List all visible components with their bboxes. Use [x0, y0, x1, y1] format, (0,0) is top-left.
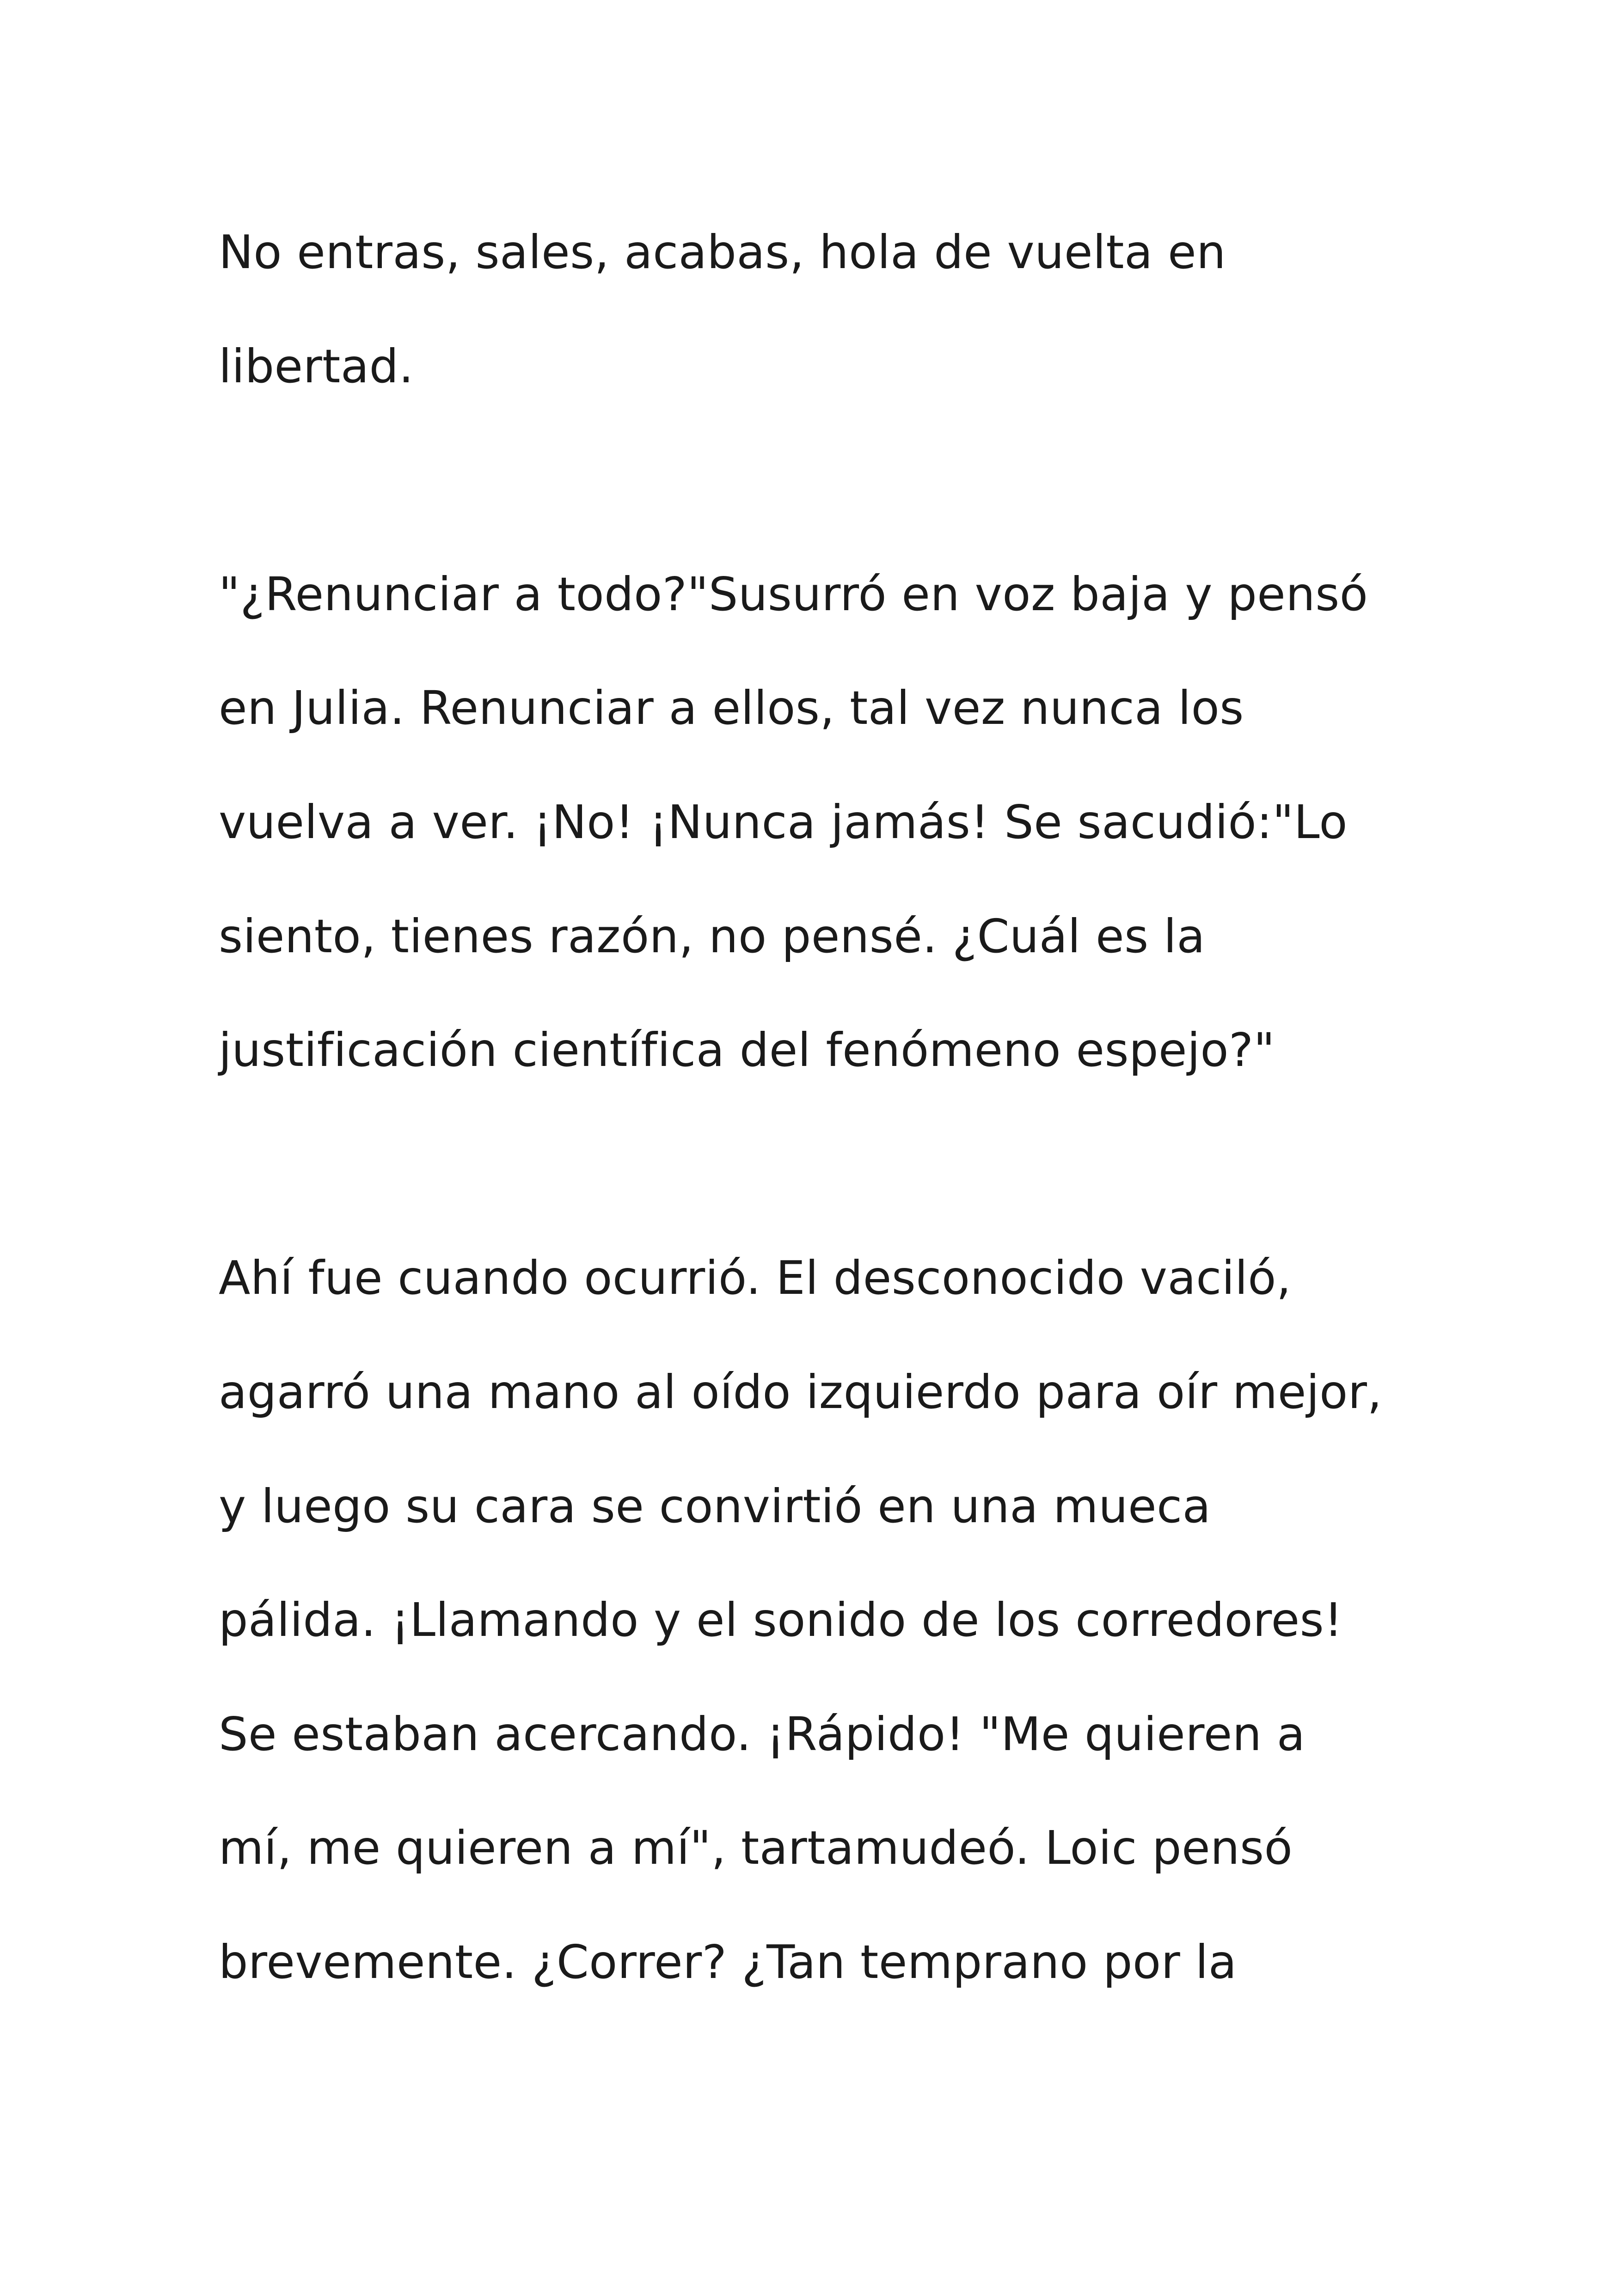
paragraph-3-line-6: mí, me quieren a mí", tartamudeó. Loic pensó	[219, 1821, 1293, 1875]
paragraph-3-line-1: Ahí fue cuando ocurrió. El desconocido vaciló,	[219, 1251, 1292, 1305]
paragraph-3-line-2: agarró una mano al oído izquierdo para oír mejor,	[219, 1365, 1382, 1419]
paragraph-3-line-7: brevemente. ¿Correr? ¿Tan temprano por la	[219, 1935, 1237, 1989]
paragraph-3-line-5: Se estaban acercando. ¡Rápido! "Me quieren a	[219, 1707, 1305, 1761]
paragraph-1-line-1: No entras, sales, acabas, hola de vuelta en	[219, 225, 1226, 279]
paragraph-2-line-3: vuelva a ver. ¡No! ¡Nunca jamás! Se sacudió:"Lo	[219, 795, 1348, 849]
paragraph-2-line-2: en Julia. Renunciar a ellos, tal vez nunca los	[219, 681, 1244, 735]
paragraph-2-line-5: justificación científica del fenómeno espejo?"	[219, 1023, 1275, 1077]
paragraph-2-line-1: "¿Renunciar a todo?"Susurró en voz baja y pensó	[219, 567, 1368, 621]
paragraph-3-line-3: y luego su cara se convirtió en una mueca	[219, 1479, 1211, 1533]
paragraph-3-line-4: pálida. ¡Llamando y el sonido de los corredores!	[219, 1593, 1343, 1647]
paragraph-1-line-2: libertad.	[219, 339, 414, 393]
paragraph-2-line-4: siento, tienes razón, no pensé. ¿Cuál es la	[219, 909, 1206, 963]
